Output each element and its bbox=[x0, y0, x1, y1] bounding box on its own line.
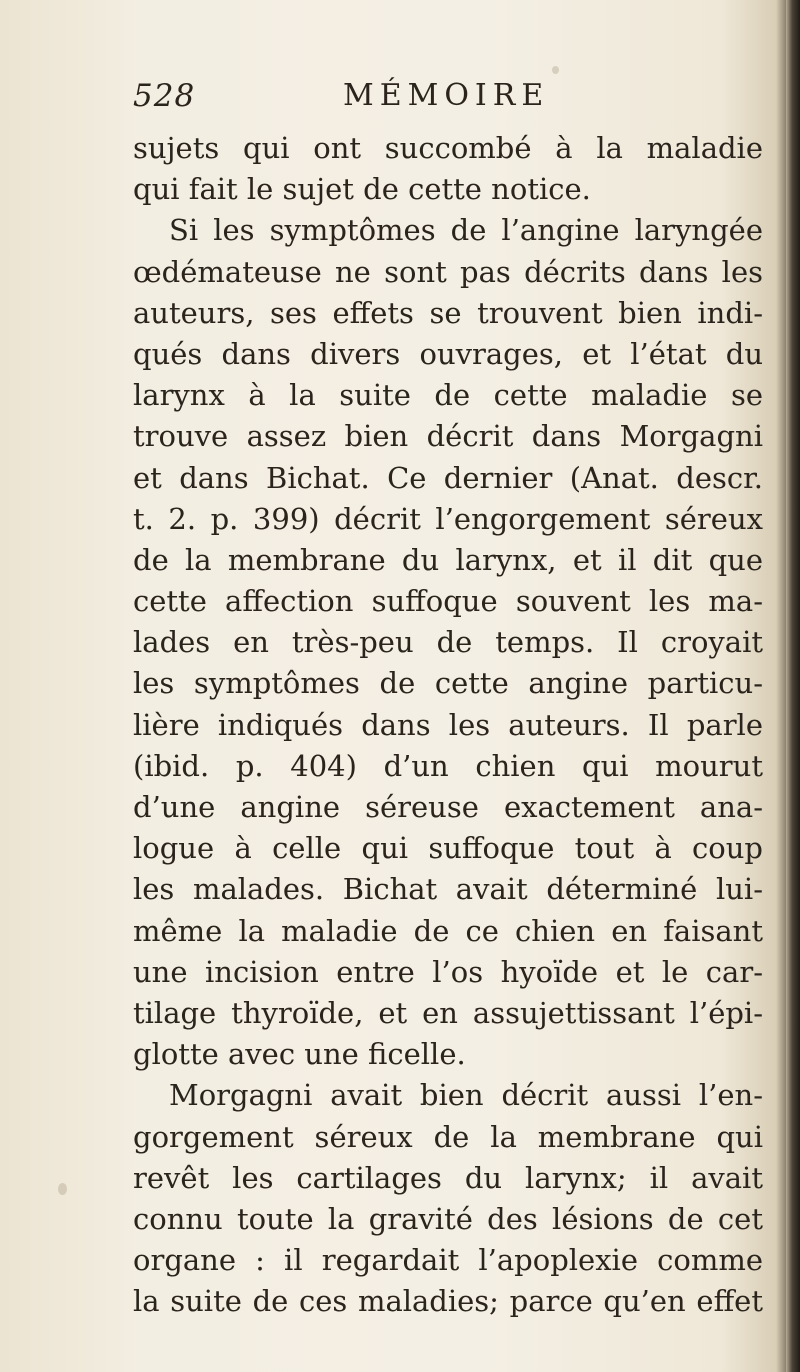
text-line: trouve assez bien décrit dans Morgagni bbox=[133, 419, 763, 454]
text-line: sujets qui ont succombé à la maladie bbox=[133, 131, 763, 165]
text-line: organe : il regardait l’apoplexie comme bbox=[133, 1243, 763, 1278]
ink-spot bbox=[552, 66, 559, 74]
text-line: (ibid. p. 404) d’un chien qui mourut bbox=[133, 748, 763, 783]
text-line: les malades. Bichat avait déterminé lui- bbox=[133, 872, 763, 907]
text-line: glotte avec une ficelle. bbox=[133, 1037, 466, 1072]
text-line: t. 2. p. 399) décrit l’engorgement séreux bbox=[133, 501, 763, 536]
text-line: connu toute la gravité des lésions de cet bbox=[133, 1201, 763, 1236]
text-line: et dans Bichat. Ce dernier (Anat. descr. bbox=[133, 460, 763, 495]
page-number: 528 bbox=[133, 78, 196, 114]
page-header bbox=[133, 78, 753, 128]
text-line: une incision entre l’os hyoïde et le car- bbox=[133, 954, 763, 989]
text-line: lades en très-peu de temps. Il croyait bbox=[133, 625, 763, 660]
text-line: revêt les cartilages du larynx; il avait bbox=[133, 1160, 763, 1195]
text-line: qui fait le sujet de cette notice. bbox=[133, 172, 591, 207]
text-line: d’une angine séreuse exactement ana- bbox=[133, 790, 763, 824]
text-line: les symptômes de cette angine particu- bbox=[133, 666, 763, 701]
ink-spot bbox=[58, 1183, 67, 1195]
text-line: logue à celle qui suffoque tout à coup bbox=[133, 831, 763, 866]
text-line: Si les symptômes de l’angine laryngée bbox=[169, 213, 763, 248]
text-line: Morgagni avait bien décrit aussi l’en- bbox=[169, 1078, 763, 1113]
running-title: MÉMOIRE bbox=[343, 78, 550, 113]
text-line: lière indiqués dans les auteurs. Il parle bbox=[133, 707, 763, 742]
text-line: la suite de ces maladies; parce qu’en effet bbox=[133, 1284, 763, 1319]
text-line: gorgement séreux de la membrane qui bbox=[133, 1119, 763, 1154]
text-line: tilage thyroïde, et en assujettissant l’épi- bbox=[133, 995, 763, 1030]
text-line: de la membrane du larynx, et il dit que bbox=[133, 542, 763, 577]
body-text bbox=[133, 128, 763, 1322]
text-line: cette affection suffoque souvent les ma- bbox=[133, 584, 763, 619]
page-edge-shadow bbox=[786, 0, 800, 1372]
text-line: larynx à la suite de cette maladie se bbox=[133, 378, 763, 413]
text-line: œdémateuse ne sont pas décrits dans les bbox=[133, 254, 763, 289]
text-line: même la maladie de ce chien en faisant bbox=[133, 913, 763, 948]
text-line: qués dans divers ouvrages, et l’état du bbox=[133, 336, 763, 371]
text-line: auteurs, ses effets se trouvent bien indi- bbox=[133, 295, 763, 330]
